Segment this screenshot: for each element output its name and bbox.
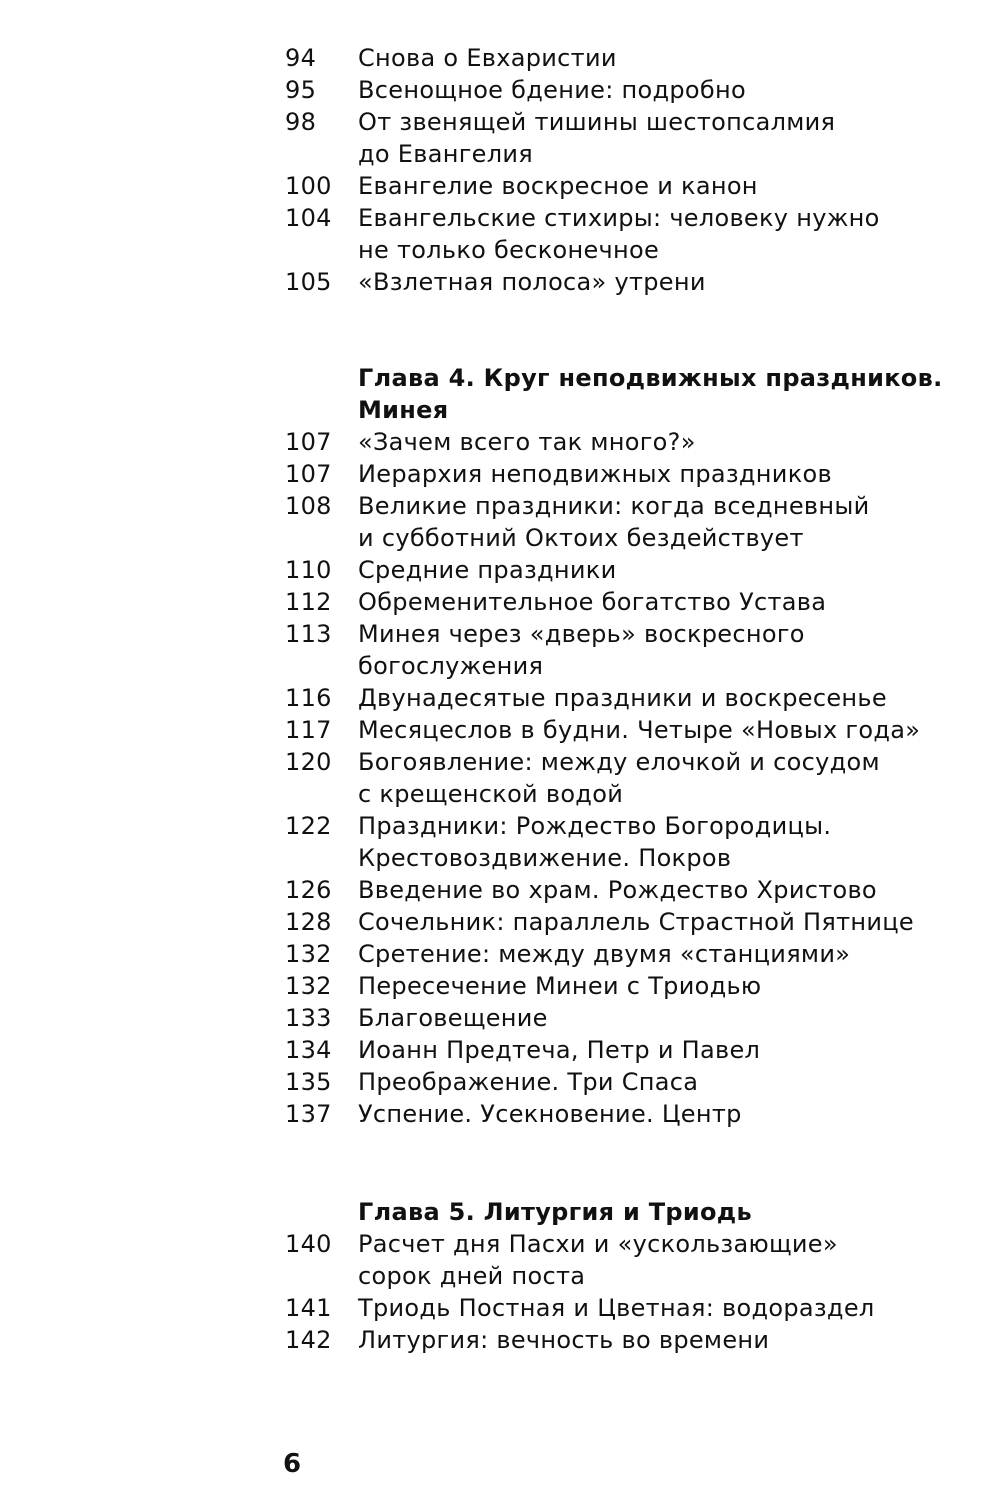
toc-entry-title-line: Снова о Евхаристии [358, 44, 617, 72]
toc-section-continued [0, 42, 1000, 298]
toc-entry [0, 1324, 1000, 1356]
toc-entry-title-line: Преображение. Три Спаса [358, 1068, 699, 1096]
toc-entry-page: 95 [285, 76, 317, 104]
toc-entry-title [358, 586, 958, 618]
toc-entry-title-line: Пересечение Минеи с Триодью [358, 972, 762, 1000]
chapter-heading-line: Глава 5. Литургия и Триодь [358, 1198, 752, 1226]
chapter-heading [358, 362, 978, 426]
toc-entry-title [358, 106, 958, 170]
toc-entry-title-line: Иерархия неподвижных праздников [358, 460, 832, 488]
toc-entry-title-line: Всенощное бдение: подробно [358, 76, 746, 104]
toc-entry-page: 142 [285, 1326, 332, 1354]
toc-entry-title [358, 554, 958, 586]
toc-entry-title-line: Евангельские стихиры: человеку нужно [358, 204, 880, 232]
toc-entry-title [358, 170, 958, 202]
toc-entry [0, 970, 1000, 1002]
toc-entry-page: 94 [285, 44, 317, 72]
toc-entry-title [358, 202, 958, 266]
toc-entry [0, 586, 1000, 618]
toc-entry-title-line: От звенящей тишины шестопсалмия [358, 108, 836, 136]
toc-entry-title [358, 1034, 958, 1066]
toc-entry-title [358, 1098, 958, 1130]
toc-entry-page: 110 [285, 556, 332, 584]
toc-entry-page: 113 [285, 620, 332, 648]
chapter-entries [0, 426, 1000, 1130]
toc-entry-title [358, 74, 958, 106]
toc-entry [0, 810, 1000, 874]
toc-entry-title-line: Минея через «дверь» воскресного [358, 620, 805, 648]
toc-entry-title-line: «Зачем всего так много?» [358, 428, 696, 456]
toc-entry [0, 426, 1000, 458]
toc-entry-title-line: Месяцеслов в будни. Четыре «Новых года» [358, 716, 921, 744]
toc-entry [0, 202, 1000, 266]
toc-entry [0, 554, 1000, 586]
toc-entry [0, 746, 1000, 810]
toc-entry-title [358, 458, 958, 490]
toc-entry-page: 132 [285, 940, 332, 968]
toc-entry-title-line: Праздники: Рождество Богородицы. [358, 812, 832, 840]
toc-section-chapter-4 [0, 362, 1000, 1130]
toc-entry [0, 42, 1000, 74]
toc-entry-title-line: Расчет дня Пасхи и «ускользающие» [358, 1230, 838, 1258]
toc-entry-page: 112 [285, 588, 332, 616]
toc-entry-page: 116 [285, 684, 332, 712]
toc-entry-title [358, 970, 958, 1002]
chapter-heading-line: Минея [358, 396, 449, 424]
toc-entry-title-line: сорок дней поста [358, 1262, 586, 1290]
toc-entry-page: 120 [285, 748, 332, 776]
toc-entry-title-line: Евангелие воскресное и канон [358, 172, 758, 200]
toc-entry-page: 98 [285, 108, 317, 136]
toc-entry-page: 141 [285, 1294, 332, 1322]
toc-entry [0, 106, 1000, 170]
toc-entry-title-line: Сретение: между двумя «станциями» [358, 940, 851, 968]
toc-entry-title [358, 426, 958, 458]
chapter-heading [358, 1196, 978, 1228]
toc-entry-title [358, 1066, 958, 1098]
toc-entry-title [358, 266, 958, 298]
toc-entry-page: 137 [285, 1100, 332, 1128]
toc-entry-title [358, 938, 958, 970]
toc-entry-title [358, 42, 958, 74]
toc-entry-title-line: Иоанн Предтеча, Петр и Павел [358, 1036, 761, 1064]
toc-entry-page: 104 [285, 204, 332, 232]
chapter-entries [0, 1228, 1000, 1356]
toc-entry-page: 117 [285, 716, 332, 744]
toc-entry-title [358, 810, 958, 874]
toc-entry-title-line: Средние праздники [358, 556, 617, 584]
toc-entry [0, 458, 1000, 490]
toc-entry-title-line: Благовещение [358, 1004, 548, 1032]
toc-entry [0, 266, 1000, 298]
toc-entry [0, 74, 1000, 106]
toc-entry-title-line: Литургия: вечность во времени [358, 1326, 770, 1354]
toc-entry-title-line: Триодь Постная и Цветная: водораздел [358, 1294, 875, 1322]
toc-entry-title-line: с крещенской водой [358, 780, 624, 808]
toc-entry-title-line: Крестовоздвижение. Покров [358, 844, 732, 872]
toc-entry [0, 1066, 1000, 1098]
toc-entry-title [358, 714, 958, 746]
page-number: 6 [283, 1449, 302, 1479]
toc-entry-title-line: Успение. Усекновение. Центр [358, 1100, 742, 1128]
toc-entry-title-line: Сочельник: параллель Страстной Пятнице [358, 908, 914, 936]
toc-entry-page: 108 [285, 492, 332, 520]
toc-entry-title-line: «Взлетная полоса» утрени [358, 268, 706, 296]
toc-entry-page: 100 [285, 172, 332, 200]
toc-entry [0, 874, 1000, 906]
toc-entry-title [358, 874, 958, 906]
toc-entry [0, 618, 1000, 682]
toc-entry-title-line: Введение во храм. Рождество Христово [358, 876, 877, 904]
toc-entry-page: 122 [285, 812, 332, 840]
toc-entry-title-line: не только бесконечное [358, 236, 660, 264]
toc-entry-title-line: Двунадесятые праздники и воскресенье [358, 684, 887, 712]
toc-entry [0, 490, 1000, 554]
toc-entry-title [358, 1228, 958, 1292]
toc-entry-title-line: Богоявление: между елочкой и сосудом [358, 748, 880, 776]
toc-entry-page: 135 [285, 1068, 332, 1096]
toc-entry-title [358, 490, 958, 554]
toc-entry-page: 126 [285, 876, 332, 904]
toc-entry-title [358, 618, 958, 682]
toc-entry-title [358, 746, 958, 810]
toc-entry [0, 938, 1000, 970]
toc-entry [0, 682, 1000, 714]
toc-entry-page: 132 [285, 972, 332, 1000]
toc-entry-page: 105 [285, 268, 332, 296]
toc-entry-page: 133 [285, 1004, 332, 1032]
toc-entry-title-line: и субботний Октоих бездействует [358, 524, 804, 552]
toc-entry-page: 128 [285, 908, 332, 936]
toc-entry [0, 1002, 1000, 1034]
chapter-heading-line: Глава 4. Круг неподвижных праздников. [358, 364, 943, 392]
toc-entry-title [358, 1292, 958, 1324]
toc-entry-page: 107 [285, 428, 332, 456]
toc-entry [0, 1228, 1000, 1292]
toc-entry [0, 714, 1000, 746]
toc-entry-title-line: до Евангелия [358, 140, 533, 168]
toc-entry-title-line: Великие праздники: когда вседневный [358, 492, 870, 520]
toc-entry [0, 906, 1000, 938]
toc-entry [0, 170, 1000, 202]
toc-entry-page: 140 [285, 1230, 332, 1258]
toc-entry-title-line: Обременительное богатство Устава [358, 588, 827, 616]
toc-entry-title-line: богослужения [358, 652, 544, 680]
toc-entry-title [358, 682, 958, 714]
toc-entry-page: 134 [285, 1036, 332, 1064]
toc-entry [0, 1034, 1000, 1066]
toc-entry-title [358, 906, 958, 938]
toc-entry [0, 1292, 1000, 1324]
toc-entry-title [358, 1002, 958, 1034]
toc-entry-page: 107 [285, 460, 332, 488]
toc-section-chapter-5 [0, 1196, 1000, 1356]
toc-entry-title [358, 1324, 958, 1356]
toc-entry [0, 1098, 1000, 1130]
